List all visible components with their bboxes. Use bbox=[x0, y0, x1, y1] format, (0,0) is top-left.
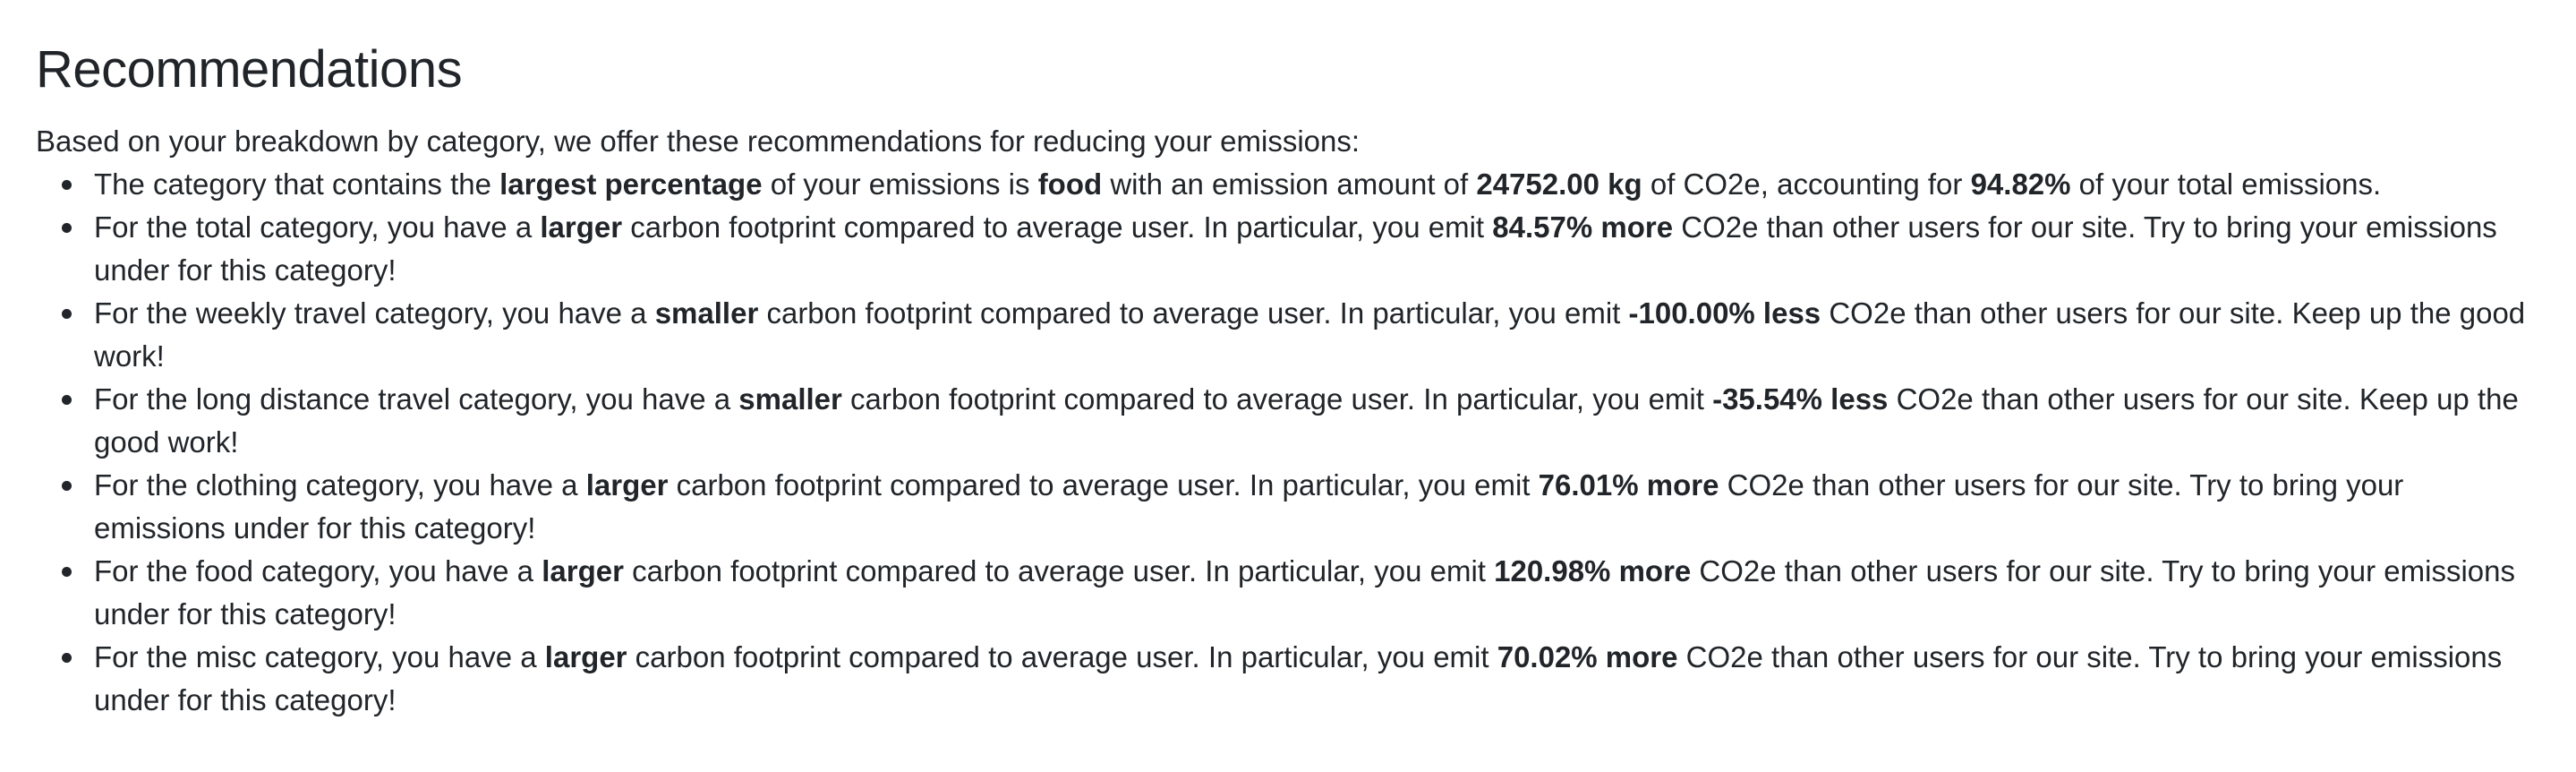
bold-comparison: larger bbox=[585, 468, 669, 502]
list-item-weekly-travel bbox=[94, 292, 2540, 378]
list-item-long-distance-travel bbox=[94, 378, 2540, 464]
text-part: CO2e than other users for our site. Try to bring your emissions under for this category! bbox=[94, 468, 2404, 545]
bold-percentage: -100.00% less bbox=[1628, 296, 1821, 330]
list-item-top-category bbox=[94, 163, 2540, 206]
text-part: For the clothing category, you have a bbox=[94, 468, 586, 502]
text-part: carbon footprint compared to average user. In particular, you emit bbox=[758, 296, 1629, 330]
bold-text: largest percentage bbox=[499, 167, 763, 201]
text-part: For the misc category, you have a bbox=[94, 640, 545, 673]
bold-comparison: smaller bbox=[738, 382, 842, 416]
bold-comparison: smaller bbox=[654, 296, 759, 330]
bold-category: food bbox=[1037, 167, 1103, 201]
text-part: carbon footprint compared to average user. In particular, you emit bbox=[627, 640, 1497, 673]
text-part: For the weekly travel category, you have a bbox=[94, 296, 655, 330]
list-item-clothing bbox=[94, 464, 2540, 550]
text-part: carbon footprint compared to average user. In particular, you emit bbox=[841, 382, 1713, 416]
text-part: For the food category, you have a bbox=[94, 554, 542, 588]
intro-text: Based on your breakdown by category, we offer these recommendations for reducing your emissions: bbox=[36, 124, 1361, 158]
text-part: The category that contains the bbox=[94, 167, 500, 201]
text-part: of your total emissions. bbox=[2070, 167, 2382, 201]
text-part: CO2e than other users for our site. Try to bring your emissions under for this category! bbox=[94, 640, 2503, 716]
list-item-total bbox=[94, 206, 2540, 292]
text-part: carbon footprint compared to average user. In particular, you emit bbox=[668, 468, 1539, 502]
text-part: of your emissions is bbox=[762, 167, 1038, 201]
bold-percentage: 76.01% more bbox=[1538, 468, 1719, 502]
bold-percentage: 70.02% more bbox=[1497, 640, 1678, 673]
text-part: carbon footprint compared to average user. In particular, you emit bbox=[623, 554, 1495, 588]
text-part: For the total category, you have a bbox=[94, 210, 541, 244]
bold-percentage: 94.82% bbox=[1970, 167, 2071, 201]
text-part: For the long distance travel category, you have a bbox=[94, 382, 739, 416]
text-part: CO2e than other users for our site. Keep up the good work! bbox=[94, 296, 2526, 373]
list-item-food bbox=[94, 550, 2540, 636]
list-item-misc bbox=[94, 636, 2540, 722]
text-part: with an emission amount of bbox=[1102, 167, 1477, 201]
bold-comparison: larger bbox=[540, 210, 623, 244]
page-title: Recommendations bbox=[36, 40, 463, 99]
bold-percentage: -35.54% less bbox=[1712, 382, 1889, 416]
text-part: of CO2e, accounting for bbox=[1642, 167, 1971, 201]
text-part: CO2e than other users for our site. Try to bring your emissions under for this category! bbox=[94, 554, 2515, 630]
text-part: CO2e than other users for our site. Keep up the good work! bbox=[94, 382, 2519, 459]
bold-percentage: 84.57% more bbox=[1492, 210, 1674, 244]
bold-amount: 24752.00 kg bbox=[1476, 167, 1642, 201]
bold-comparison: larger bbox=[544, 640, 627, 673]
text-part: CO2e than other users for our site. Try to bring your emissions under for this category! bbox=[94, 210, 2497, 287]
recommendations-list bbox=[36, 163, 2540, 722]
bold-comparison: larger bbox=[542, 554, 624, 588]
bold-percentage: 120.98% more bbox=[1494, 554, 1692, 588]
text-part: carbon footprint compared to average user. In particular, you emit bbox=[622, 210, 1493, 244]
